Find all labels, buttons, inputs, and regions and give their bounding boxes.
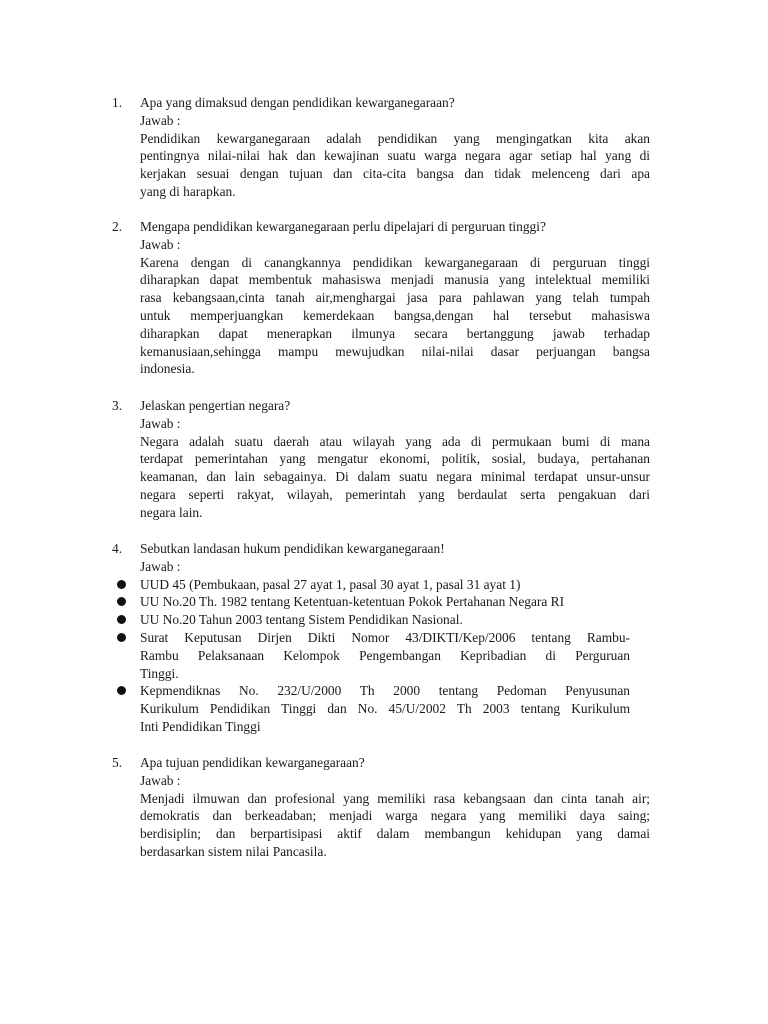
answer-line: diharapkan dapat menerapkan ilmunya secara bertanggung jawab terhadap (140, 325, 650, 341)
answer-line: rasa kebangsaan,cinta tanah air,menghargai jasa para pahlawan yang telah tumpah (140, 290, 650, 306)
list-item-text: UUD 45 (Pembukaan, pasal 27 ayat 1, pasal 30 ayat 1, pasal 31 ayat 1) (140, 576, 521, 592)
answer-line: Pendidikan kewarganegaraan adalah pendidikan yang mengingatkan kita akan (140, 130, 650, 146)
question-number: 4. (112, 541, 123, 556)
answer-line: kerjakan sesuai dengan tujuan dan cita-cita bangsa dan tidak melenceng dari apa (140, 166, 650, 182)
list-item (114, 593, 630, 611)
answer-line: terdapat pemerintahan yang mengatur ekonomi, politik, sosial, budaya, pertahanan (140, 451, 650, 467)
legal-basis-list (114, 576, 652, 736)
question-number: 5. (112, 755, 123, 770)
list-item-text: Kepmendiknas No. 232/U/2000 Th 2000 tentang Pedoman Penyusunan (140, 683, 630, 699)
answer-line: Menjadi ilmuwan dan profesional yang memiliki rasa kebangsaan dan cinta tanah air; (140, 790, 650, 806)
answer-text (140, 790, 650, 861)
answer-label: Jawab : (140, 236, 181, 252)
answer-text (140, 130, 650, 201)
list-item (114, 682, 630, 735)
question-number: 1. (112, 95, 123, 110)
question-text: Apa tujuan pendidikan kewarganegaraan? (140, 755, 365, 770)
list-item-text: UU No.20 Th. 1982 tentang Ketentuan-ketentuan Pokok Pertahanan Negara RI (140, 594, 565, 610)
answer-line: indonesia. (140, 361, 195, 377)
question-item-3 (112, 397, 652, 522)
question-text: Mengapa pendidikan kewarganegaraan perlu dipelajari di perguruan tinggi? (140, 219, 546, 234)
list-item-text: Inti Pendidikan Tinggi (140, 718, 261, 734)
answer-label: Jawab : (140, 112, 181, 128)
answer-line: negara lain. (140, 504, 203, 520)
answer-line: negara seperti rakyat, wilayah, pemerintah yang berdaulat serta pengakuan dari (140, 486, 650, 502)
list-item-text: Rambu Pelaksanaan Kelompok Pengembangan Kepribadian di Perguruan (140, 647, 630, 663)
answer-label: Jawab : (140, 415, 181, 431)
answer-line: untuk memperjuangkan kemerdekaan bangsa,dengan hal tersebut mahasiswa (140, 307, 650, 323)
bullet-icon (117, 686, 126, 695)
answer-text (140, 254, 650, 379)
question-item-1 (112, 94, 652, 201)
list-item-text: Kurikulum Pendidikan Tinggi dan No. 45/U/2002 Th 2003 tentang Kurikulum (140, 701, 630, 717)
answer-text (140, 433, 650, 522)
list-item-text: UU No.20 Tahun 2003 tentang Sistem Pendidikan Nasional. (140, 612, 463, 628)
list-item-text: Tinggi. (140, 665, 179, 681)
answer-line: keamanan, dan lain sebagainya. Di dalam suatu negara minimal terdapat unsur-unsur (140, 469, 650, 485)
bullet-icon (117, 633, 126, 642)
list-item (114, 611, 630, 629)
bullet-icon (117, 580, 126, 589)
answer-line: Negara adalah suatu daerah atau wilayah yang ada di permukaan bumi di mana (140, 433, 650, 449)
answer-line: pentingnya nilai-nilai hak dan kewajinan suatu warga negara agar setiap hal yang di (140, 148, 650, 164)
bullet-icon (117, 615, 126, 624)
answer-line: kemanusiaan,sehingga mampu mewujudkan nilai-nilai dasar perjuangan bangsa (140, 343, 650, 359)
question-item-4 (112, 540, 652, 736)
list-item (114, 629, 630, 682)
answer-line: berdisiplin; dan berpartisipasi aktif dalam membangun kehidupan yang damai (140, 826, 650, 842)
answer-line: demokratis dan berkeadaban; menjadi warga negara yang memiliki daya saing; (140, 808, 650, 824)
question-number: 3. (112, 398, 123, 413)
answer-line: Karena dengan di canangkannya pendidikan kewarganegaraan di perguruan tinggi (140, 254, 650, 270)
answer-line: yang di harapkan. (140, 183, 236, 199)
list-item-text: Surat Keputusan Dirjen Dikti Nomor 43/DIKTI/Kep/2006 tentang Rambu- (140, 629, 630, 645)
question-item-2 (112, 218, 652, 378)
bullet-icon (117, 597, 126, 606)
answer-line: diharapkan dapat membentuk mahasiswa menjadi manusia yang intelektual memiliki (140, 272, 650, 288)
list-item (114, 576, 630, 594)
question-text: Sebutkan landasan hukum pendidikan kewarganegaraan! (140, 541, 445, 556)
question-text: Jelaskan pengertian negara? (140, 398, 291, 413)
question-item-5 (112, 754, 652, 861)
answer-label: Jawab : (140, 772, 181, 788)
question-number: 2. (112, 219, 123, 234)
answer-line: berdasarkan sistem nilai Pancasila. (140, 843, 327, 859)
question-text: Apa yang dimaksud dengan pendidikan kewarganegaraan? (140, 95, 455, 110)
answer-label: Jawab : (140, 558, 181, 574)
